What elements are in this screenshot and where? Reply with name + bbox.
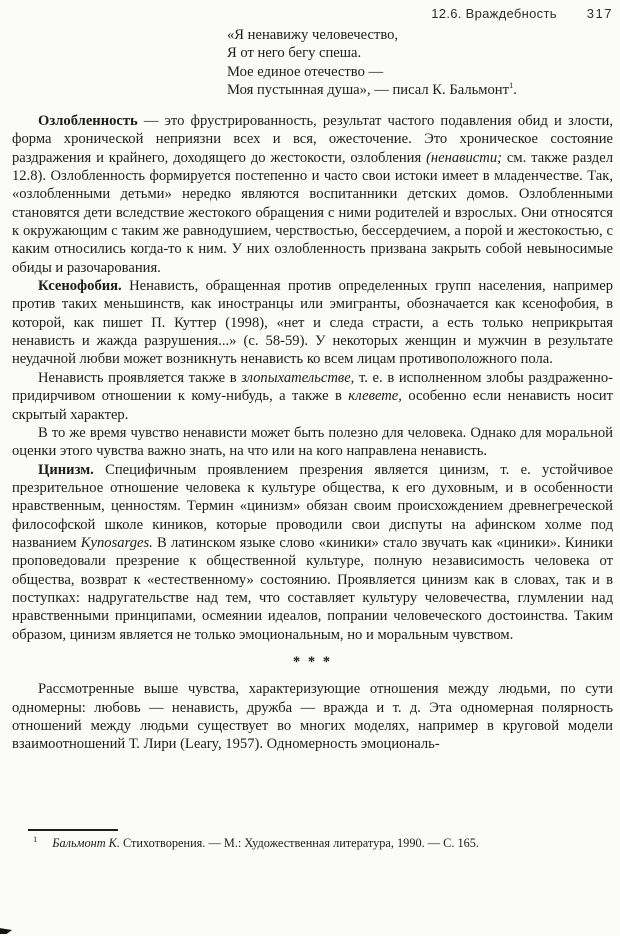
paragraph-embitterment: Озлобленность — это фрустрированность, результат частого подавления обид и злости, форма хронической неприязни всех и вся, ожесточение. Это хроническое состояние раздражения и крайнего, доходящего до жестокости, озлобления (ненависти; см. также раздел 12.8). Озлобленность формируется постепенно и часто свои истоки имеет в младенчестве. Так, «озлобленными детьми» нередко являются воспитанники детских домов. Озлобленными становятся дети вследствие жестокого обращения с ними родителей и взрослых. Они относятся к окружающим с таким же равнодушием, черствостью, бессердечием, а порой и жестокостью, с каким относились когда-то к ним. У них озлобленность призвана закрыть собой невыносимые обиды и разочарования. xyxy=(12,113,613,276)
body-text xyxy=(12,112,613,754)
running-head xyxy=(0,6,613,21)
footnote-text xyxy=(12,833,613,851)
page-number: 317 xyxy=(586,6,613,21)
paragraph-xenophobia: Ксенофобия. Ненависть, обращенная против определенных групп населения, например против таких меньшинств, как иностранцы или эмигранты, обозначается как ксенофобия, в которой, как пишет П. Куттер (1998), «нет и следа страсти, а есть только неприкрытая ненависть и жажда разрушения...» (с. 58-59). У некоторых женщин и мужчин в результате неудачной любви может возникнуть ненависть ко всем лицам противоположного пола. xyxy=(12,278,613,368)
paragraph-cynicism: Цинизм. Специфичным проявлением презрения является цинизм, т. е. устойчивое презрительное отношение человека к культуре общества, к его духовным, и в особенности нравственным, ценностям. Термин «цинизм» обязан своим происхождением древнегреческой философской школе киников, которые проводили свои диспуты на афинском холме под названием Kynosarges. В латинском языке слово «киники» стало звучать как «циники». Киники проповедовали презрение к общественной культуре, полную независимость человека от общества, возврат к «естественному» состоянию. Проявляется цинизм как в словах, так и в поступках: надругательстве над тем, что составляет культуру человечества, глумлении над нравственными принципами, осмеянии идеалов, попрании человеческого достоинства. Таким образом, цинизм является не только эмоциональным, но и моральным чувством. xyxy=(12,461,613,643)
asterisk-separator: * * * xyxy=(292,653,333,670)
footnote-block xyxy=(12,829,613,851)
footnote-ref-number: 1 xyxy=(33,833,38,844)
footnote-rule xyxy=(28,829,118,831)
poem-line: Мое единое отечество — xyxy=(227,63,384,80)
poem-line: «Я ненавижу человечество, xyxy=(227,27,399,43)
scan-corner-artifact xyxy=(0,925,12,934)
section-heading: 12.6. Враждебность xyxy=(431,6,557,21)
poem-line: Я от него бегу спеша. xyxy=(227,45,362,62)
poem-quote xyxy=(227,26,517,99)
paragraph-gloating-slander: Ненависть проявляется также в злопыхательстве, т. е. в исполненном злобы раздраженно-придирчивом отношении к кому-нибудь, а также в клевете, особенно если ненависть носит скрытый характер. xyxy=(12,369,613,423)
paragraph-hatred-morality: В то же время чувство ненависти может быть полезно для человека. Однако для моральной оценки этого чувства важно знать, на что или на кого направлена ненависть. xyxy=(12,424,613,460)
poem-line: Моя пустынная душа», — писал К. Бальмонт$^1$. xyxy=(227,80,517,98)
footnote-citation: Бальмонт К. Стихотворения. — М.: Художественная литература, 1990. — С. 165. xyxy=(52,836,480,850)
paragraph-summary: Рассмотренные выше чувства, характеризующие отношения между людьми, по сути одномерны: любовь — ненависть, дружба — вражда и т. д. Эта одномерная полярность отношений между людьми существует во многих моделях, например в круговой модели взаимоотношений Т. Лири (Leary, 1957). Одномерность эмоциональ- xyxy=(12,681,613,753)
